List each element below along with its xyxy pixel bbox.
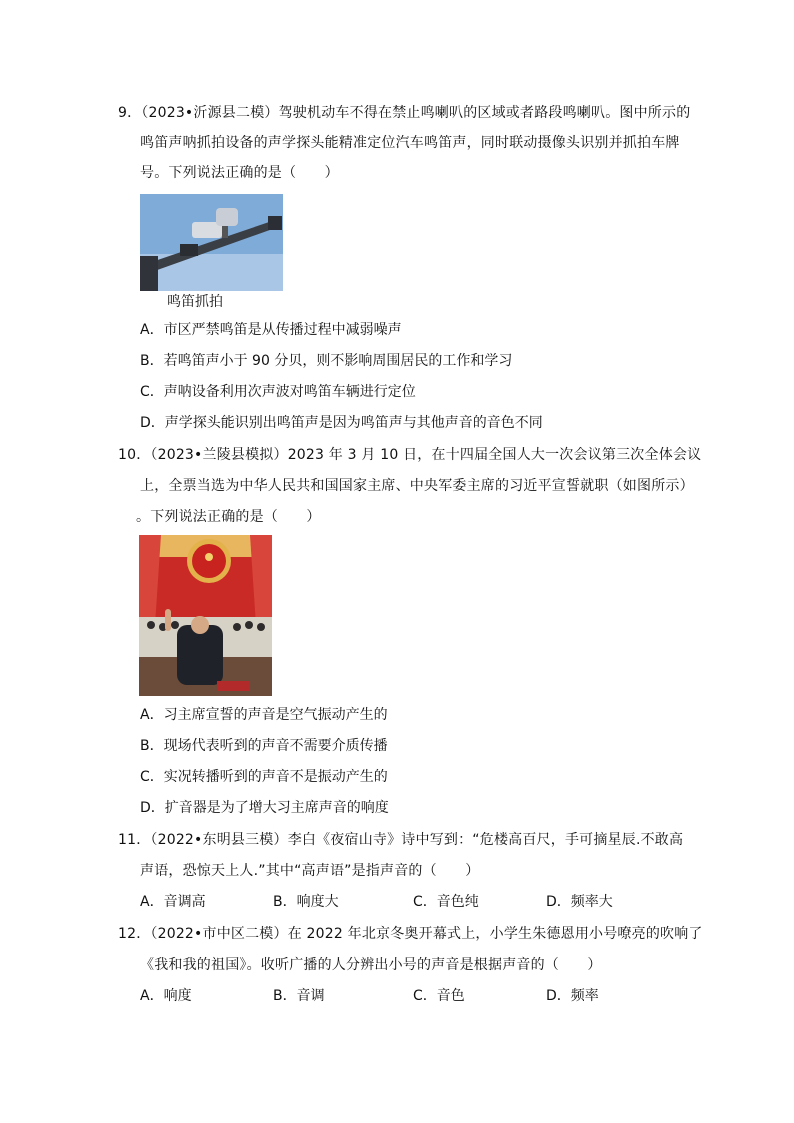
q11-stem-line-1: 11．（2022•东明县三模）李白《夜宿山寺》诗中写到：“危楼高百尺，手可摘星辰.不敢高 (118, 832, 684, 848)
q12-stem-line-2: 《我和我的祖国》。收听广播的人分辨出小号的声音是根据声音的（ ） (140, 957, 602, 973)
q12-stem-line-1: 12．（2022•市中区二模）在 2022 年北京冬奥开幕式上，小学生朱德恩用小号嘹亮的吹响了 (118, 926, 703, 942)
image-caption: 鸣笛抓拍 (167, 294, 223, 310)
q9-stem-line-3: 号。下列说法正确的是（ ） (140, 165, 339, 181)
q9-stem-line-1: 9．（2023•沂源县二模）驾驶机动车不得在禁止鸣喇叭的区域或者路段鸣喇叭。图中所示的 (118, 105, 691, 121)
oath-ceremony-illustration (139, 535, 272, 696)
q9-option-d: D．声学探头能识别出鸣笛声是因为鸣笛声与其他声音的音色不同 (140, 415, 543, 431)
q10-stem-line-1: 10．（2023•兰陵县模拟）2023 年 3 月 10 日，在十四届全国人大一次会议第三次全体会议 (118, 447, 702, 463)
oath-ceremony-photo (139, 535, 272, 696)
q10-stem-line-2: 上，全票当选为中华人民共和国国家主席、中央军委主席的习近平宣誓就职（如图所示） (140, 478, 694, 494)
q9-stem-line-2: 鸣笛声呐抓拍设备的声学探头能精准定位汽车鸣笛声，同时联动摄像头识别并抓拍车牌 (140, 135, 680, 151)
horn-capture-device-illustration (140, 194, 283, 291)
q10-option-b: B．现场代表听到的声音不需要介质传播 (140, 738, 388, 754)
q11-option-d: D．频率大 (546, 894, 613, 910)
q12-option-b: B．音调 (273, 988, 325, 1004)
q11-stem-line-2: 声语，恐惊天上人.”其中“高声语”是指声音的（ ） (140, 863, 480, 879)
q11-option-a: A．音调高 (140, 894, 206, 910)
q11-option-c: C．音色纯 (413, 894, 479, 910)
horn-capture-device-photo (140, 194, 283, 291)
q10-option-d: D．扩音器是为了增大习主席声音的响度 (140, 800, 389, 816)
q9-option-c: C．声呐设备利用次声波对鸣笛车辆进行定位 (140, 384, 416, 400)
q9-option-a: A．市区严禁鸣笛是从传播过程中减弱噪声 (140, 322, 402, 338)
q12-option-c: C．音色 (413, 988, 465, 1004)
q12-option-a: A．响度 (140, 988, 192, 1004)
q12-option-d: D．频率 (546, 988, 599, 1004)
q10-option-a: A．习主席宣誓的声音是空气振动产生的 (140, 707, 388, 723)
q11-option-b: B．响度大 (273, 894, 339, 910)
q10-stem-line-3: 。下列说法正确的是（ ） (136, 509, 321, 525)
q9-option-b: B．若鸣笛声小于 90 分贝，则不影响周围居民的工作和学习 (140, 353, 513, 369)
q10-option-c: C．实况转播听到的声音不是振动产生的 (140, 769, 388, 785)
